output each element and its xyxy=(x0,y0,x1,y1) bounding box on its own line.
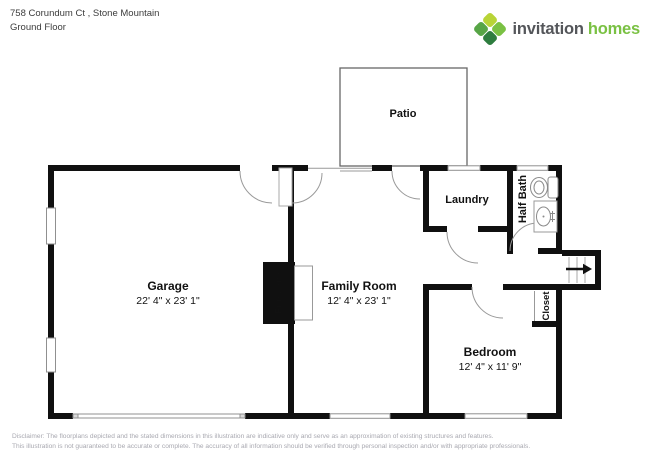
wall-segment xyxy=(532,321,562,327)
patio-slider-door xyxy=(308,168,372,171)
door-leaf xyxy=(279,168,292,206)
brand-word-invitation: invitation xyxy=(512,19,584,38)
wall-segment xyxy=(420,165,448,171)
window xyxy=(47,208,56,244)
window xyxy=(465,414,527,419)
wall-segment xyxy=(372,165,392,171)
wall-segment xyxy=(48,165,54,419)
window xyxy=(517,166,548,171)
patio-room xyxy=(340,68,467,166)
door-arc xyxy=(447,232,478,263)
fireplace-hearth xyxy=(295,266,313,320)
wall-segment xyxy=(507,171,513,248)
window xyxy=(47,338,56,372)
entry-steps xyxy=(566,257,592,283)
patio-label: Patio xyxy=(389,108,417,120)
wall-segment xyxy=(48,413,73,419)
bedroom-label: Bedroom xyxy=(463,345,517,359)
disclaimer xyxy=(12,432,530,452)
wall-segment xyxy=(423,284,472,290)
entry-arrow-icon xyxy=(583,264,592,274)
door-arc xyxy=(392,171,420,199)
disclaimer-line2: This illustration is not guaranteed to be accurate or complete. The accuracy of all information should be verified through personal inspection and/or with appropriate professionals. xyxy=(12,443,531,450)
laundry-label: Laundry xyxy=(445,194,489,206)
wall-segment xyxy=(538,248,562,254)
garage-label: Garage xyxy=(147,279,189,293)
garage-door-cap xyxy=(240,414,245,418)
window xyxy=(330,414,390,419)
wall-segment xyxy=(423,171,429,226)
garage-door-cap xyxy=(73,414,78,418)
door-arc xyxy=(292,173,322,203)
garage-dims: 22' 4" x 23' 1" xyxy=(136,295,200,307)
wall-segment xyxy=(478,226,512,232)
closet-label: Closet xyxy=(541,291,552,321)
wall-segment xyxy=(556,284,562,419)
garage-door xyxy=(73,414,245,418)
wall-segment xyxy=(562,284,601,290)
brand-word-homes: homes xyxy=(587,19,640,38)
fireplace xyxy=(263,262,313,324)
toilet-tank-icon xyxy=(548,177,558,198)
wall-segment xyxy=(48,165,240,171)
bedroom-dims: 12' 4" x 11' 9" xyxy=(458,361,522,373)
family-room-dims: 12' 4" x 23' 1" xyxy=(327,295,391,307)
family-room-label: Family Room xyxy=(321,279,397,293)
wall-segment xyxy=(423,226,447,232)
window xyxy=(448,166,480,171)
fireplace-label: Fireplace xyxy=(273,272,285,314)
door-arc xyxy=(240,171,272,203)
wall-segment xyxy=(423,284,429,419)
half-bath-label: Half Bath xyxy=(517,174,529,224)
disclaimer-line1: Disclaimer: The floorplans depicted and the stated dimensions in this illustration are indicative only and serve as an approximation of existing structures and features. xyxy=(12,433,494,440)
wall-segment xyxy=(480,165,517,171)
half-bath-fixtures xyxy=(531,177,559,232)
sink-drain-icon xyxy=(543,216,545,218)
wall-segment xyxy=(503,284,562,290)
address-text: 758 Corundum Ct , Stone Mountain xyxy=(10,8,160,19)
door-arc xyxy=(472,287,503,318)
wall-segment xyxy=(245,413,330,419)
floor-label: Ground Floor xyxy=(10,22,66,33)
room-labels xyxy=(136,175,552,373)
